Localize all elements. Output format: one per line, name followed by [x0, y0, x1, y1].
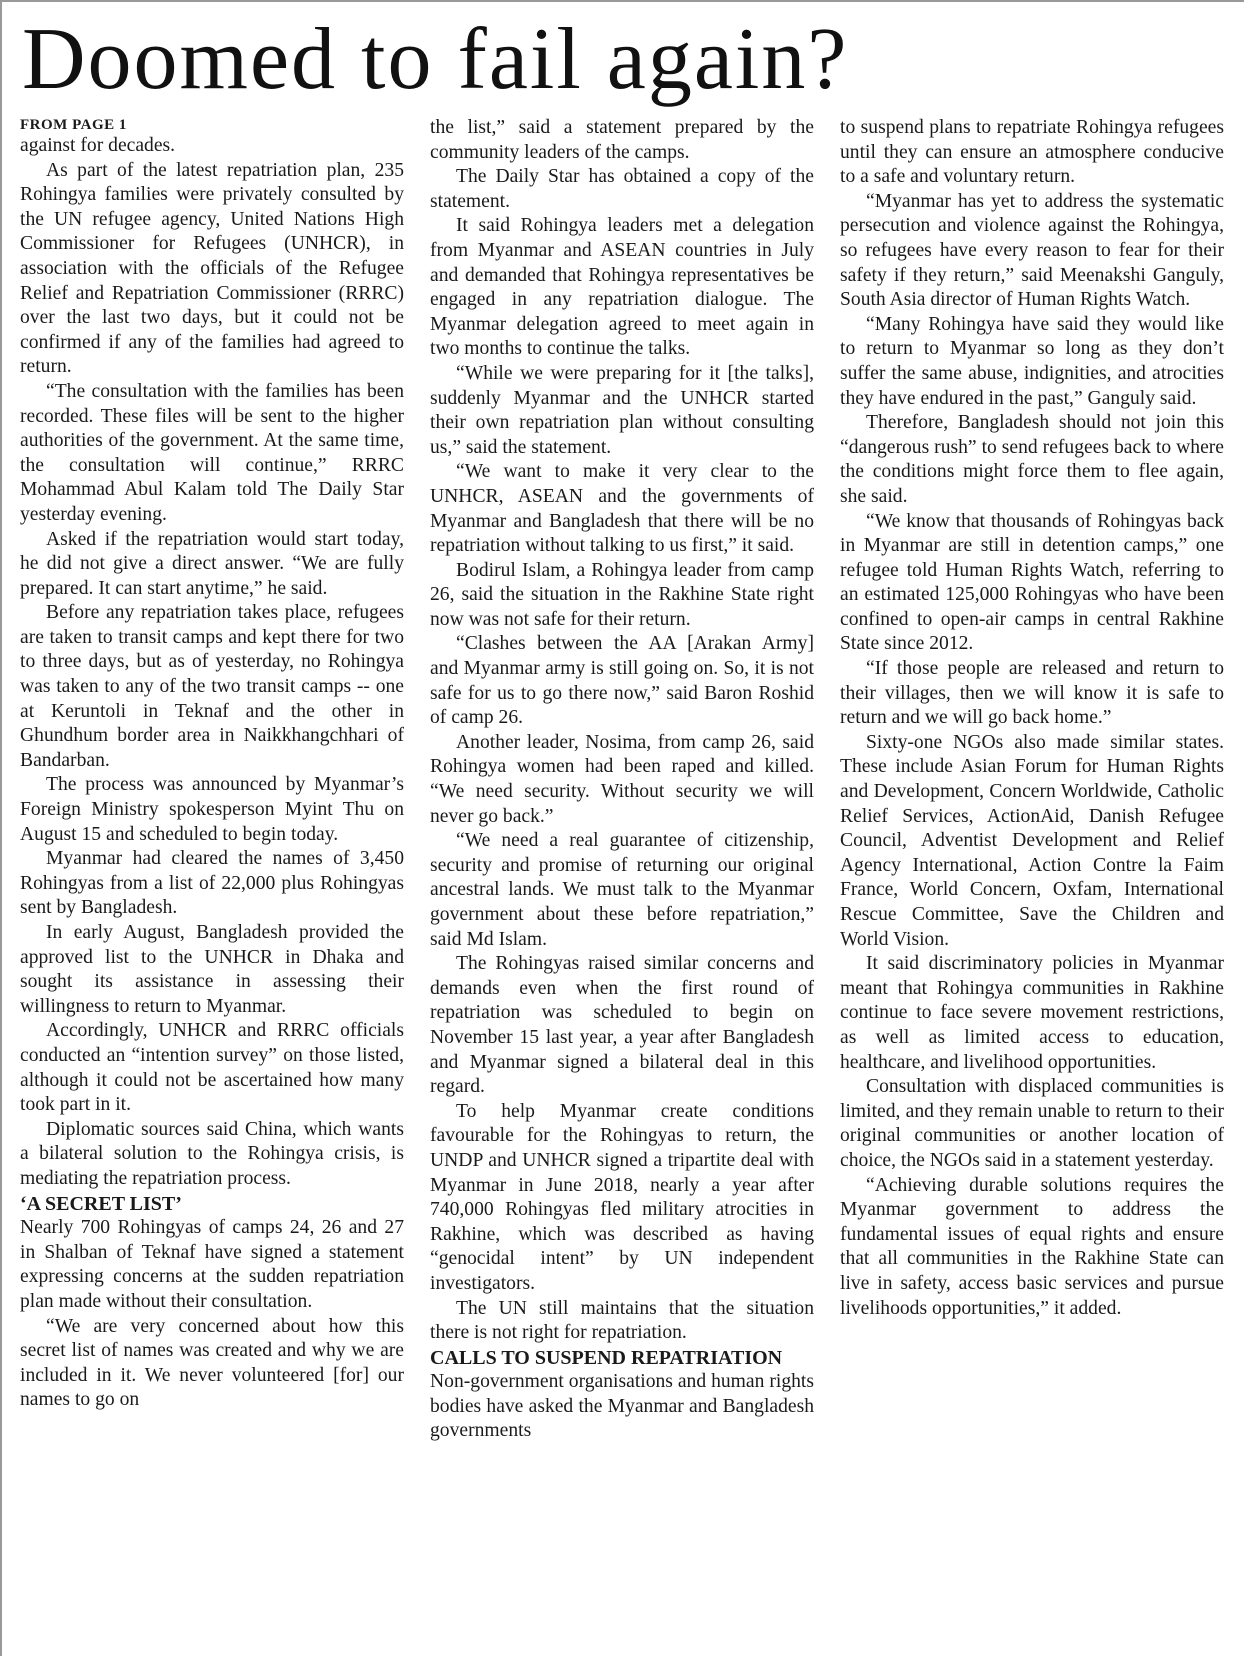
- headline: Doomed to fail again?: [22, 11, 849, 108]
- paragraph: “We are very concerned about how this secret list of names was created and why we are included in it. We never volunteered [for] our names to go on: [20, 1315, 404, 1411]
- paragraph: Before any repatriation takes place, refugees are taken to transit camps and kept there for two to three days, but as of yesterday, no Rohingya was taken to any of the two transit camps -- one at Keruntoli in Teknaf and the other in Ghundhum border area in Naikkhangchhari of Bandarban.: [20, 602, 404, 771]
- paragraph: Sixty-one NGOs also made similar states. These include Asian Forum for Human Rights and Development, Concern Worldwide, Catholic Relief Services, ActionAid, Danish Refugee Council, Adventist Development and Relief Agency International, Action Contre la Faim France, World Concern, Oxfam, International Rescue Committee, Save the Children and World Vision.: [840, 731, 1224, 950]
- paragraph: Asked if the repatriation would start today, he did not give a direct answer. “We are fully prepared. It can start anytime,” he said.: [20, 528, 404, 599]
- paragraph: Nearly 700 Rohingyas of camps 24, 26 and 27 in Shalban of Teknaf have signed a statement expressing concerns at the sudden repatriation plan made without their consultation.: [20, 1217, 404, 1312]
- paragraph: “We need a real guarantee of citizenship, security and promise of returning our original ancestral lands. We must talk to the Myanmar government about these before repatriation,” said Md Islam.: [430, 830, 814, 950]
- paragraph: “Achieving durable solutions requires the Myanmar government to address the fundamental issues of equal rights and ensure that all communities in the Rakhine State can live in safety, access basic services and pursue livelihoods opportunities,” it added.: [840, 1174, 1224, 1319]
- paragraph: The Rohingyas raised similar concerns and demands even when the first round of repatriation was scheduled to begin on November 15 last year, a year after Bangladesh and Myanmar signed a bilateral deal in this regard.: [430, 953, 814, 1098]
- subheading-secret-list: ‘A SECRET LIST’: [20, 1192, 182, 1215]
- paragraph: “Clashes between the AA [Arakan Army] and Myanmar army is still going on. So, it is not safe for us to go there now,” said Baron Roshid of camp 26.: [430, 633, 814, 729]
- column-2: [430, 116, 814, 1646]
- paragraph: Consultation with displaced communities is limited, and they remain unable to return to their original communities or another location of choice, the NGOs said in a statement yesterday.: [840, 1076, 1224, 1171]
- paragraph: “The consultation with the families has been recorded. These files will be sent to the higher authorities of the government. At the same time, the consultation will continue,” RRRC Mohammad Abul Kalam told The Daily Star yesterday evening.: [20, 380, 404, 525]
- paragraph: Non-government organisations and human rights bodies have asked the Myanmar and Bangladesh governments: [430, 1371, 814, 1442]
- paragraph: “Myanmar has yet to address the systematic persecution and violence against the Rohingya, so refugees have every reason to fear for their safety if they return,” said Meenakshi Ganguly, South Asia director of Human Rights Watch.: [840, 190, 1224, 311]
- paragraph: Diplomatic sources said China, which wants a bilateral solution to the Rohingya crisis, is mediating the repatriation process.: [20, 1118, 404, 1189]
- paragraph: In early August, Bangladesh provided the approved list to the UNHCR in Dhaka and sought its assistance in assessing their willingness to return to Myanmar.: [20, 922, 404, 1017]
- paragraph: Myanmar had cleared the names of 3,450 Rohingyas from a list of 22,000 plus Rohingyas sent by Bangladesh.: [20, 848, 404, 919]
- paragraph: the list,” said a statement prepared by the community leaders of the camps.: [430, 117, 814, 163]
- column-3: [840, 116, 1224, 1646]
- column-1: [20, 116, 404, 1646]
- paragraph: It said Rohingya leaders met a delegation from Myanmar and ASEAN countries in July and demanded that Rohingya representatives be engaged in any repatriation dialogue. The Myanmar delegation agreed to meet again in two months to continue the talks.: [430, 215, 814, 360]
- paragraph: It said discriminatory policies in Myanmar meant that Rohingya communities in Rakhine continue to face severe movement restrictions, as well as limited access to education, healthcare, and livelihood opportunities.: [840, 953, 1224, 1073]
- paragraph: against for decades.: [20, 135, 176, 156]
- paragraph: The process was announced by Myanmar’s Foreign Ministry spokesperson Myint Thu on August 15 and scheduled to begin today.: [20, 774, 404, 845]
- paragraph: Accordingly, UNHCR and RRRC officials conducted an “intention survey” on those listed, although it could not be ascertained how many took part in it.: [20, 1020, 404, 1116]
- paragraph: “If those people are released and return to their villages, then we will know it is safe to return and we will go back home.”: [840, 658, 1224, 729]
- paragraph: Another leader, Nosima, from camp 26, said Rohingya women had been raped and killed. “We need security. Without security we will never go back.”: [430, 731, 814, 827]
- paragraph: “While we were preparing for it [the talks], suddenly Myanmar and the UNHCR started their own repatriation plan without consulting us,” said the statement.: [430, 362, 814, 458]
- paragraph: To help Myanmar create conditions favourable for the Rohingyas to return, the UNDP and UNHCR signed a tripartite deal with Myanmar in June 2018, nearly a year after 740,000 Rohingyas fled military atrocities in Rakhine, which was described as having “genocidal intent” by UN independent investigators.: [430, 1100, 814, 1294]
- paragraph: “We want to make it very clear to the UNHCR, ASEAN and the governments of Myanmar and Bangladesh that there will be no repatriation without talking to us first,” it said.: [430, 461, 814, 557]
- paragraph: “We know that thousands of Rohingyas back in Myanmar are still in detention camps,” one refugee told Human Rights Watch, referring to an estimated 125,000 Rohingyas who have been confined to open-air camps in central Rakhine State since 2012.: [840, 510, 1224, 655]
- paragraph: The Daily Star has obtained a copy of the statement.: [430, 166, 814, 212]
- article-columns: [20, 116, 1224, 1646]
- paragraph: As part of the latest repatriation plan, 235 Rohingya families were privately consulted by the UN refugee agency, United Nations High Commissioner for Refugees (UNHCR), in association with the officials of the Refugee Relief and Repatriation Commissioner (RRRC) over the last two days, but it could not be confirmed if any of the families had agreed to return.: [20, 159, 404, 378]
- subheading-calls-to-suspend: CALLS TO SUSPEND REPATRIATION: [430, 1346, 783, 1369]
- paragraph: The UN still maintains that the situation there is not right for repatriation.: [430, 1297, 814, 1344]
- paragraph: Therefore, Bangladesh should not join this “dangerous rush” to send refugees back to where the conditions might force them to flee again, she said.: [840, 412, 1224, 507]
- paragraph: to suspend plans to repatriate Rohingya refugees until they can ensure an atmosphere conducive to a safe and voluntary return.: [840, 117, 1224, 188]
- paragraph: “Many Rohingya have said they would like to return to Myanmar so long as they don’t suffer the same abuse, indignities, and atrocities they have endured in the past,” Ganguly said.: [840, 313, 1224, 409]
- paragraph: Bodirul Islam, a Rohingya leader from camp 26, said the situation in the Rakhine State right now was not safe for their return.: [430, 559, 814, 630]
- jump-kicker: FROM PAGE 1: [20, 117, 127, 133]
